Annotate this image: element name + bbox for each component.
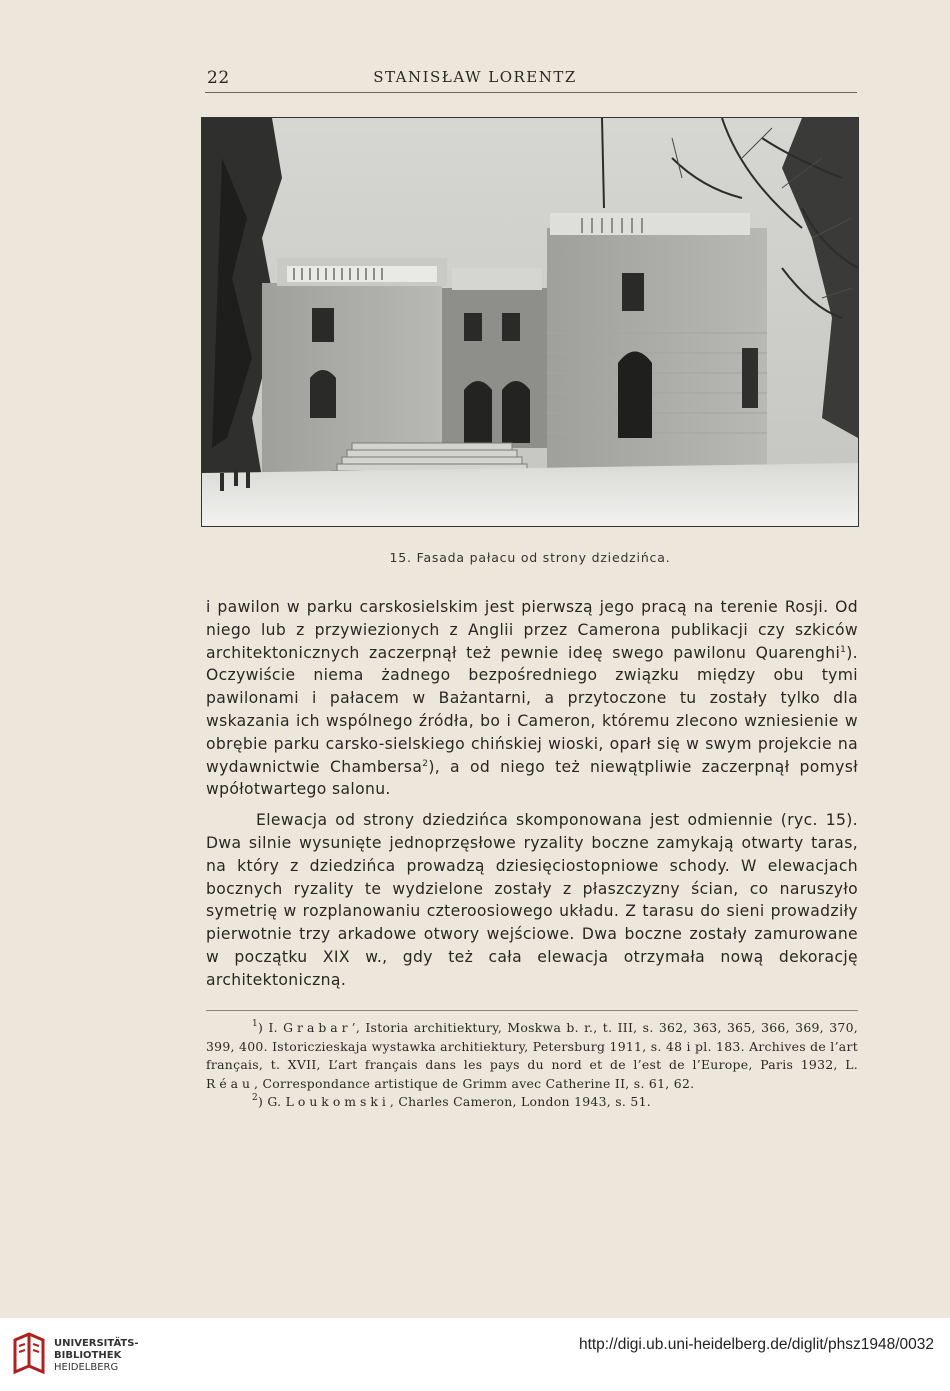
footnote-2 (206, 1093, 858, 1112)
footnote-1 (206, 1019, 858, 1093)
header-rule (205, 92, 857, 93)
digital-library-footer (0, 1318, 950, 1391)
footnote-1-mark: 1 (252, 1019, 259, 1029)
body-text (206, 596, 858, 992)
library-name[interactable] (54, 1338, 139, 1374)
library-name-line-3: HEIDELBERG (54, 1362, 119, 1373)
footnote-1-prefix: ) I. (258, 1020, 284, 1035)
source-url-link[interactable]: http://digi.ub.uni-heidelberg.de/diglit/phsz1948/0032 (578, 1336, 934, 1353)
library-name-line-2: BIBLIOTHEK (54, 1350, 122, 1361)
footnote-1-text-2: , Correspondance artistique de Grimm avec Catherine II, s. 61, 62. (254, 1075, 695, 1091)
figure-caption: 15. Fasada pałacu od strony dziedzińca. (389, 550, 671, 565)
page-number: 22 (207, 68, 230, 88)
library-name-line-1: UNIVERSITÄTS- (54, 1338, 139, 1349)
footnote-1-author-2: Réau (206, 1075, 255, 1091)
footnote-ref-1: 1 (840, 644, 847, 655)
running-head: STANISŁAW LORENTZ (373, 68, 577, 86)
palace-facade-photo (201, 117, 859, 527)
library-logo-icon[interactable] (13, 1332, 45, 1376)
paragraph-1 (206, 596, 858, 801)
footnote-1-author: Grabar (283, 1020, 352, 1035)
paragraph-1-part-c: ), a od niego też niewątpliwie zaczerpnął pomysł wpółotwartego salonu. (206, 757, 859, 799)
footnote-ref-2: 2 (422, 758, 429, 769)
paragraph-2: Elewacja od strony dziedzińca skomponowana jest odmiennie (ryc. 15). Dwa silnie wysunięte jednoprzęsłowe ryzality boczne zamykają otwarty taras, na który z dziedzińca prowadzą dziesięciostopniowe schody. W elewacjach bocznych ryzality te wydzielone zostały z płaszczyzny ścian, co naruszyło symetrię w rozplanowaniu czteroosiowego układu. Z tarasu do sieni prowadziły pierwotnie trzy arkadowe otwory wejściowe. Dwa boczne zostały zamurowane w początku XIX w., gdy też cała elewacja otrzymała nową dekorację architektoniczną. (206, 811, 858, 989)
footnote-1-text: ’, Istoria architiektury, Moskwa b. r., t. III, s. 362, 363, 365, 366, 369, 370, 399, 400. Istoriczieskaja wystawka architiektury, Petersburg 1911, s. 48 i pl. 183. Archives de l’art français, t. XVII, L’art français dans les pays du nord et de l’est de l’Europe, Paris 1932, L. (206, 1020, 858, 1073)
paragraph-1-part-a: i pawilon w parku carskosielskim jest pierwszą jego pracą na terenie Rosji. Od niego lub z przywiezionych z Anglii przez Camerona publikacji czy szkiców architektonicznych zaczerpnął też pewnie ideę swego pawilonu Quarenghi (206, 598, 858, 662)
footnote-2-mark: 2 (252, 1093, 259, 1104)
paragraph-1-part-b: ). Oczywiście niema żadnego bezpośredniego związku między obu tymi pawilonami i pałacem w Bażantarni, a przytoczone tu zostały tylko dla wskazania ich wspólnego źródła, bo i Cameron, któremu zlecono wzniesienie w obrębie parku carsko-sielskiego chińskiej wioski, oparł się w swym projekcie na wydawnictwie Chambersa (206, 643, 858, 776)
footnote-2-prefix: ) G. (258, 1094, 286, 1110)
footnote-2-author: Loukomski (285, 1094, 390, 1110)
footnote-2-text: , Charles Cameron, London 1943, s. 51. (389, 1094, 652, 1110)
footnotes (206, 1019, 858, 1112)
footnote-rule (206, 1010, 858, 1011)
